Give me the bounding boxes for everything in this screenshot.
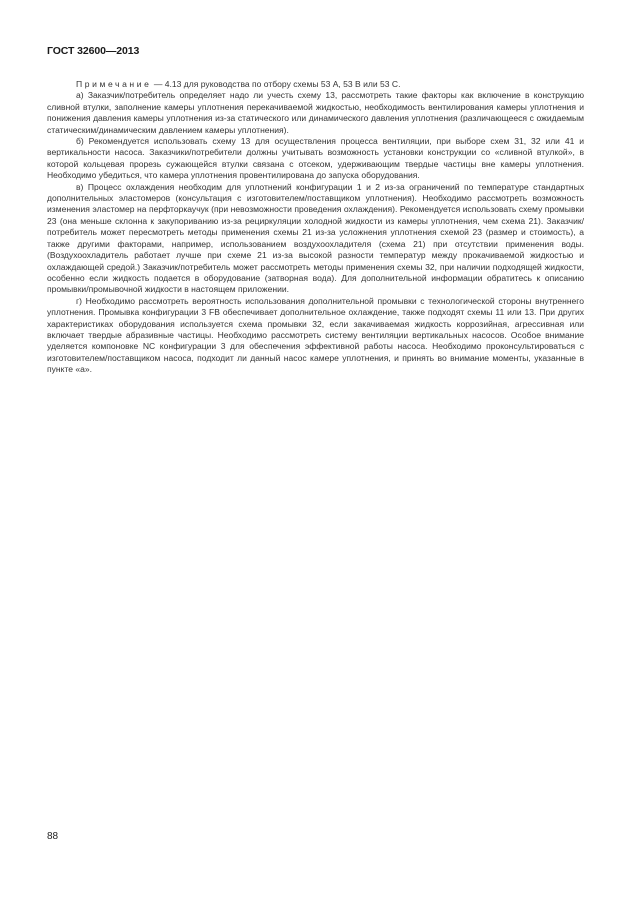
note-text: — 4.13 для руководства по отбору схемы 53 А, 53 В или 53 С. xyxy=(151,79,401,89)
paragraph-g: г) Необходимо рассмотреть вероятность использования дополнительной промывки с технологической стороны внутреннего уплотнения. Промывка конфигурации 3 FB обеспечивает дополнительное охлаждение, также подходят схемы 11 или 13. При других характеристиках оборудования используется схема промывки 32, если закачиваемая жидкость коррозийная, агрессивная или включает твердые абразивные частицы. Необходимо рассмотреть систему вентиляции вертикальных насосов. Особое внимание уделяется компоновке NC конфигурации 3 для обеспечения эффективной работы насоса. Необходимо проконсультироваться с изготовителем/поставщиком насоса, подходит ли данный насос камере уплотнения, и принять во внимание моменты, указанные в пункте «а». xyxy=(47,295,584,375)
page-number: 88 xyxy=(47,831,59,842)
paragraph-v: в) Процесс охлаждения необходим для уплотнений конфигурации 1 и 2 из-за ограничений по температуре стандартных дополнительных эластомеров (консультация с изготовителем/поставщиком уплотнения). Необходимо рассмотреть возможность изменения эластомер на перфторкаучук (при невозможности проведения охлаждения). Рекомендуется использовать схему промывки 23 (она меньше склонна к закупориванию из-за рециркуляции холодной жидкости из камеры уплотнения, чем схема 21). Заказчик/потребитель может пересмотреть методы применения схемы 21 из-за усложнения уплотнения схемой 23 (размер и стоимость), а также другими факторами, например, использованием воздухоохладителя (схема 21) при отсутствии применения воды. (Воздухоохладитель работает лучше при схеме 21 из-за высокой разности температур между прокачиваемой жидкостью и охлаждающей средой.) Заказчик/потребитель может рассмотреть методы применения схемы 32, при наличии подходящей жидкости, особенно если жидкость подается в оборудование (затворная вода). Для дополнительной информации обратитесь к описанию промывки/промывочной жидкости в настоящем приложении. xyxy=(47,181,584,295)
note-paragraph xyxy=(47,79,584,90)
note-label: Примечание xyxy=(76,79,152,89)
paragraph-b: б) Рекомендуется использовать схему 13 для осуществления процесса вентиляции, при выборе схем 31, 32 или 41 и вертикальности насоса. Заказчики/потребители должны учитывать возможность установки конструкции со «сливной втулкой», в которой кольцевая прорезь сужающейся втулки связана с отсеком, удерживающим твердые частицы вне камеры уплотнения. Необходимо убедиться, что камера уплотнения провентилирована до запуска оборудования. xyxy=(47,136,584,181)
document-body xyxy=(47,79,584,376)
paragraph-a: а) Заказчик/потребитель определяет надо ли учесть схему 13, рассмотреть такие факторы как включение в конструкцию сливной втулки, заполнение камеры уплотнения перекачиваемой жидкостью, необходимость вентилирования камеры уплотнения и понижения давления камеры уплотнения из-за статического или динамического давления уплотнения (различающееся с ожидаемым статическим/динамическим давлением камеры уплотнения). xyxy=(47,90,584,135)
page-header-title: ГОСТ 32600—2013 xyxy=(47,45,140,57)
